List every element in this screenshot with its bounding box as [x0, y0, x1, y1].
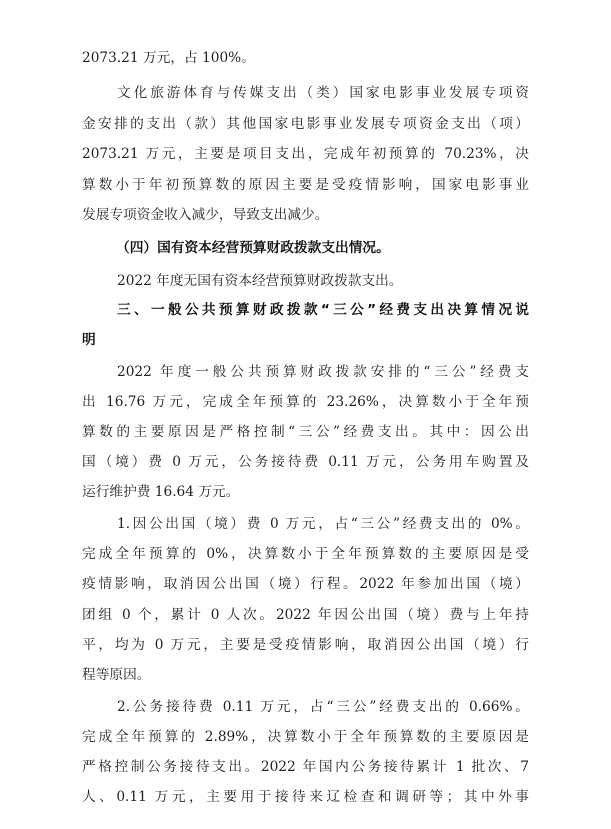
paragraph-line: 出 16.76 万元，完成全年预算的 23.26%，决算数小于全年预 [82, 394, 529, 410]
paragraph-line: 疫情影响，取消因公出国（境）行程。2022 年参加出国（境） [82, 576, 529, 592]
paragraph-line: 程等原因。 [82, 667, 151, 683]
paragraph-line: 人、0.11 万元，主要用于接待来辽检查和调研等；其中外事 [82, 789, 529, 805]
paragraph-line: 2022 年度无国有资本经营预算财政拨款支出。 [117, 273, 403, 289]
paragraph-line: 完成全年预算的 0%，决算数小于全年预算数的主要原因是受 [82, 546, 529, 562]
paragraph-line: 2022 年度一般公共预算财政拨款安排的“三公”经费支 [117, 364, 529, 380]
paragraph-line: 团组 0 个，累计 0 人次。2022 年因公出国（境）费与上年持 [82, 607, 529, 623]
paragraph-line: 2.公务接待费 0.11 万元，占“三公”经费支出的 0.66%。 [117, 699, 529, 715]
section-heading: （四）国有资本经营预算财政拨款支出情况。 [116, 240, 390, 256]
paragraph-line: 完成全年预算的 2.89%，决算数小于全年预算数的主要原因是 [82, 729, 529, 745]
paragraph-line: 运行维护费 16.64 万元。 [82, 484, 240, 500]
section-heading: 三、一般公共预算财政拨款“三公”经费支出决算情况说 [117, 302, 529, 318]
paragraph-line: 1.因公出国（境）费 0 万元，占“三公”经费支出的 0%。 [117, 516, 529, 532]
paragraph-line: 平，均为 0 万元，主要是受疫情影响，取消因公出国（境）行 [82, 637, 529, 653]
paragraph-line: 严格控制公务接待支出。2022 年国内公务接待累计 1 批次、7 [82, 759, 529, 775]
paragraph-line: 金安排的支出（款）其他国家电影事业发展专项资金支出（项） [82, 116, 529, 132]
paragraph-line: 发展专项资金收入减少，导致支出减少。 [82, 207, 329, 223]
paragraph-line: 算数小于年初预算数的原因主要是受疫情影响，国家电影事业 [82, 177, 529, 193]
paragraph-line: 国（境）费 0 万元，公务接待费 0.11 万元，公务用车购置及 [82, 454, 529, 470]
paragraph-line: 2073.21 万元，主要是项目支出，完成年初预算的 70.23%，决 [82, 146, 529, 162]
paragraph-line: 文化旅游体育与传媒支出（类）国家电影事业发展专项资 [117, 85, 529, 101]
paragraph-line: 2073.21 万元，占 100%。 [82, 50, 255, 66]
section-heading: 明 [82, 332, 96, 348]
paragraph-line: 算数的主要原因是严格控制“三公”经费支出。其中：因公出 [82, 424, 529, 440]
